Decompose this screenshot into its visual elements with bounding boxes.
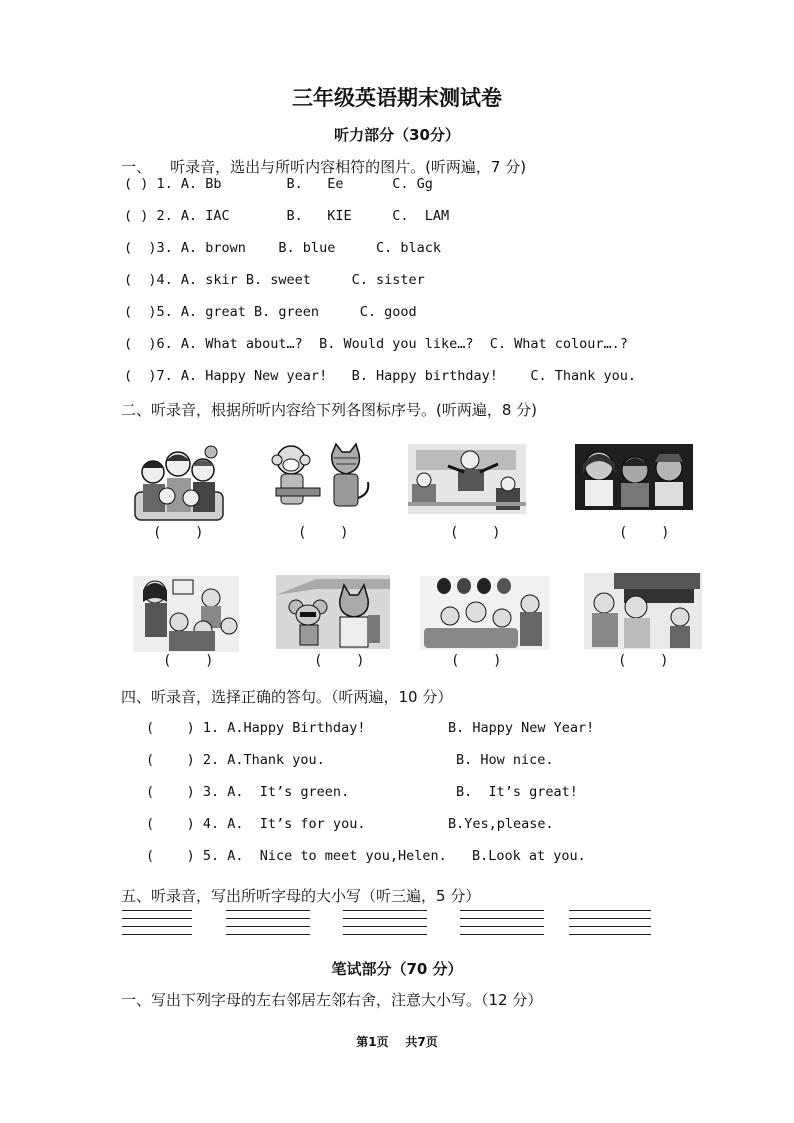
section4-item-right: B.Look at you.: [472, 848, 586, 864]
listening-header: 听力部分（30分）: [334, 126, 460, 144]
section1-item: ( ) 1. A. Bb B. Ee C. Gg: [124, 176, 433, 192]
section4-item-right: B. Happy New Year!: [448, 720, 595, 736]
section1-item: ( )7. A. Happy New year! B. Happy birthday! C. Thank you.: [124, 368, 637, 384]
section4-item-right: B.Yes,please.: [448, 816, 554, 832]
masks-picture: [420, 576, 550, 650]
answer-bracket[interactable]: ( ): [619, 525, 670, 541]
section4-item-left: ( ) 3. A. It’s green.: [146, 784, 350, 800]
section1-item: ( )3. A. brown B. blue C. black: [124, 240, 441, 256]
family-picture: [133, 444, 228, 524]
writing-lines[interactable]: [569, 910, 651, 942]
section1-item: ( ) 2. A. IAC B. KIE C. LAM: [124, 208, 450, 224]
three-kids-picture: [575, 444, 693, 510]
section2-heading: 二、听录音，根据所听内容给下列各图标序号。(听两遍，8 分): [121, 401, 538, 419]
page-title: 三年级英语期末测试卷: [292, 86, 502, 110]
answer-bracket[interactable]: ( ): [450, 525, 501, 541]
page-footer: 第1页 共7页: [356, 1035, 438, 1049]
section1-item: ( )4. A. skir B. sweet C. sister: [124, 272, 425, 288]
writing-lines[interactable]: [343, 910, 427, 942]
section4-item-left: ( ) 2. A.Thank you.: [146, 752, 325, 768]
section5-heading: 五、听录音，写出所听字母的大小写（听三遍，5 分）: [121, 887, 481, 905]
writing-lines[interactable]: [460, 910, 544, 942]
written-section1-heading: 一、写出下列字母的左右邻居左邻右舍，注意大小写。（12 分）: [121, 991, 543, 1009]
answer-bracket[interactable]: ( ): [451, 653, 502, 669]
section4-item-right: B. How nice.: [456, 752, 554, 768]
monkey-cat-picture: [266, 442, 376, 514]
section4-item-right: B. It’s great!: [456, 784, 578, 800]
writing-lines[interactable]: [226, 910, 310, 942]
section4-heading: 四、听录音，选择正确的答句。（听两遍，10 分）: [121, 688, 453, 706]
answer-bracket[interactable]: ( ): [298, 525, 349, 541]
answer-bracket[interactable]: ( ): [618, 653, 669, 669]
section1-heading: 一、 听录音，选出与所听内容相符的图片。(听两遍，7 分): [121, 158, 527, 176]
answer-bracket[interactable]: ( ): [153, 525, 204, 541]
answer-bracket[interactable]: ( ): [163, 653, 214, 669]
answer-bracket[interactable]: ( ): [314, 653, 365, 669]
section4-item-left: ( ) 1. A.Happy Birthday!: [146, 720, 366, 736]
section4-item-left: ( ) 5. A. Nice to meet you,Helen.: [146, 848, 447, 864]
classroom-picture: [408, 444, 526, 514]
mouse-cat-picture: [276, 575, 390, 649]
section1-item: ( )6. A. What about…? B. Would you like…? C. What colour….?: [124, 336, 628, 352]
writing-lines[interactable]: [122, 910, 192, 942]
teacher-students-picture: [133, 576, 239, 652]
park-picture: [584, 573, 702, 649]
section1-item: ( )5. A. great B. green C. good: [124, 304, 417, 320]
written-header: 笔试部分（70 分）: [331, 960, 463, 978]
section4-item-left: ( ) 4. A. It’s for you.: [146, 816, 366, 832]
